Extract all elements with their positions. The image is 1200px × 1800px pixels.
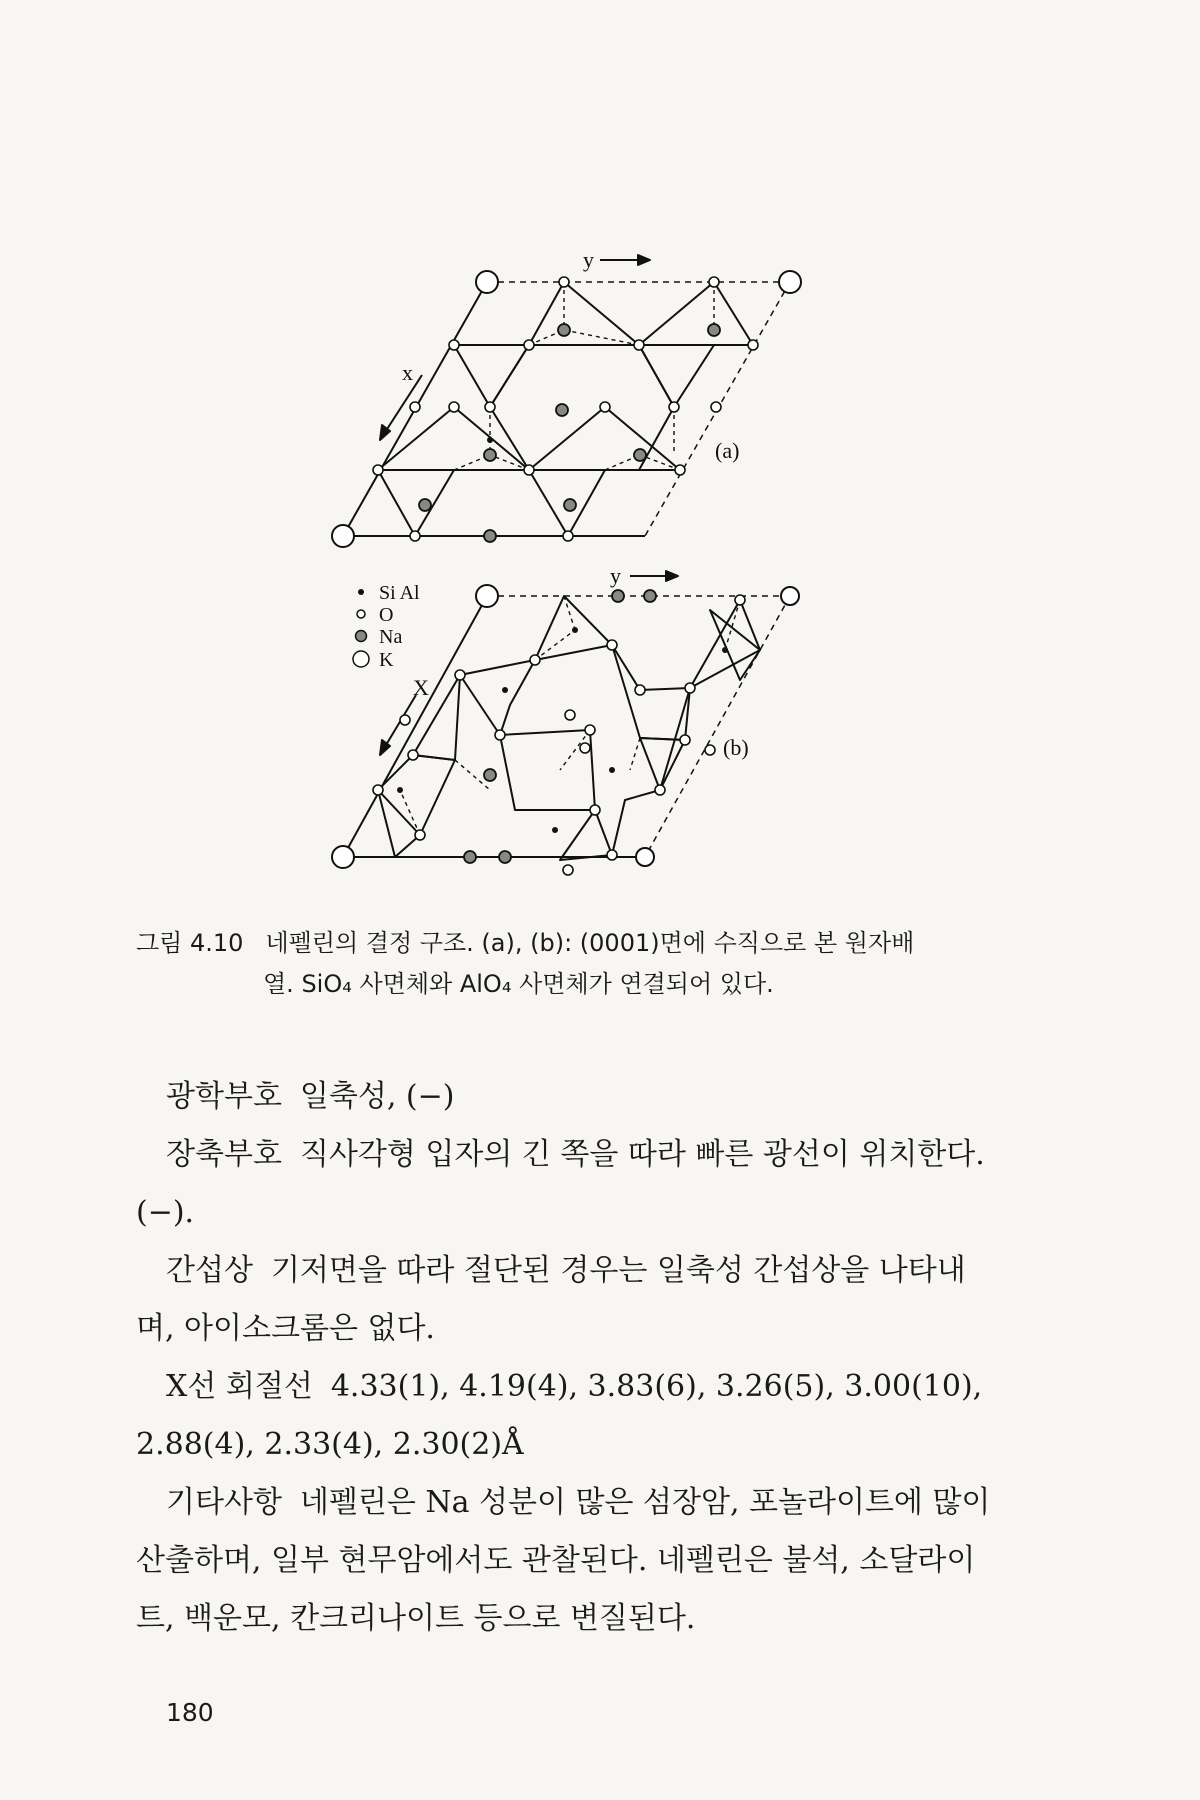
- optic-sign-text: 일축성, (−): [299, 1079, 455, 1114]
- panel-b-label: (b): [723, 735, 749, 760]
- legend-o: O: [379, 604, 394, 626]
- interference-heading: 간섭상: [166, 1253, 253, 1288]
- xray-text: 4.33(1), 4.19(4), 3.83(6), 3.26(5), 3.00(10),: [330, 1369, 983, 1404]
- x-axis-arrow-b: [380, 695, 416, 755]
- legend-k: K: [379, 649, 394, 671]
- interference-text: 기저면을 따라 절단된 경우는 일축성 간섭상을 나타내: [270, 1253, 966, 1288]
- elongation-text: 직사각형 입자의 긴 쪽을 따라 빠른 광선이 위치한다.: [299, 1137, 985, 1172]
- elongation-text-2: (−).: [136, 1195, 195, 1230]
- legend-medium-circle-icon: [356, 631, 367, 642]
- xray-heading: X선 회절선: [166, 1369, 313, 1404]
- axis-y-label-a: y: [583, 247, 594, 272]
- axis-x-label-a: x: [402, 360, 413, 385]
- legend-na: Na: [379, 626, 403, 648]
- legend-large-circle-icon: [353, 651, 369, 667]
- legend-small-circle-icon: [357, 610, 365, 618]
- mineral-properties: [136, 1068, 1036, 1648]
- other-text: 네펠린은 Na 성분이 많은 섬장암, 포놀라이트에 많이: [299, 1485, 991, 1520]
- other-text-2: 산출하며, 일부 현무암에서도 관찰된다. 네펠린은 불석, 소달라이: [136, 1543, 976, 1578]
- axis-x-label-b: X: [413, 675, 429, 700]
- interference-text-2: 며, 아이소크롬은 없다.: [136, 1311, 435, 1346]
- page-number: 180: [166, 1698, 214, 1727]
- other-text-3: 트, 백운모, 칸크리나이트 등으로 변질된다.: [136, 1601, 696, 1636]
- xray-text-2: 2.88(4), 2.33(4), 2.30(2)Å: [136, 1427, 524, 1462]
- figure-caption: [136, 923, 1036, 1005]
- xray-paragraph: [136, 1358, 1036, 1416]
- figure-legend: [353, 582, 420, 671]
- elongation-paragraph: [136, 1126, 1036, 1184]
- other-heading: 기타사항: [166, 1485, 282, 1520]
- panel-a-label: (a): [715, 438, 740, 463]
- axis-y-label-b: y: [610, 563, 621, 588]
- nepheline-structure-figure: [0, 0, 1200, 880]
- caption-text-1: 네펠린의 결정 구조. (a), (b): (0001)면에 수직으로 본 원자배: [265, 929, 915, 957]
- caption-text-2: 열. SiO₄ 사면체와 AlO₄ 사면체가 연결되어 있다.: [263, 970, 774, 998]
- legend-si-al: Si Al: [379, 582, 420, 604]
- caption-line-1: [136, 923, 1036, 964]
- y-axis-arrow-a: [600, 255, 650, 265]
- interference-paragraph: [136, 1242, 1036, 1300]
- optic-sign-heading: 광학부호: [166, 1079, 282, 1114]
- optic-sign-paragraph: [136, 1068, 1036, 1126]
- other-paragraph: [136, 1474, 1036, 1532]
- y-axis-arrow-b: [630, 571, 678, 581]
- elongation-heading: 장축부호: [166, 1137, 282, 1172]
- panel-b-diagram: [343, 596, 790, 860]
- legend-dot-icon: [358, 589, 364, 595]
- caption-figure-number: 그림 4.10: [136, 929, 244, 957]
